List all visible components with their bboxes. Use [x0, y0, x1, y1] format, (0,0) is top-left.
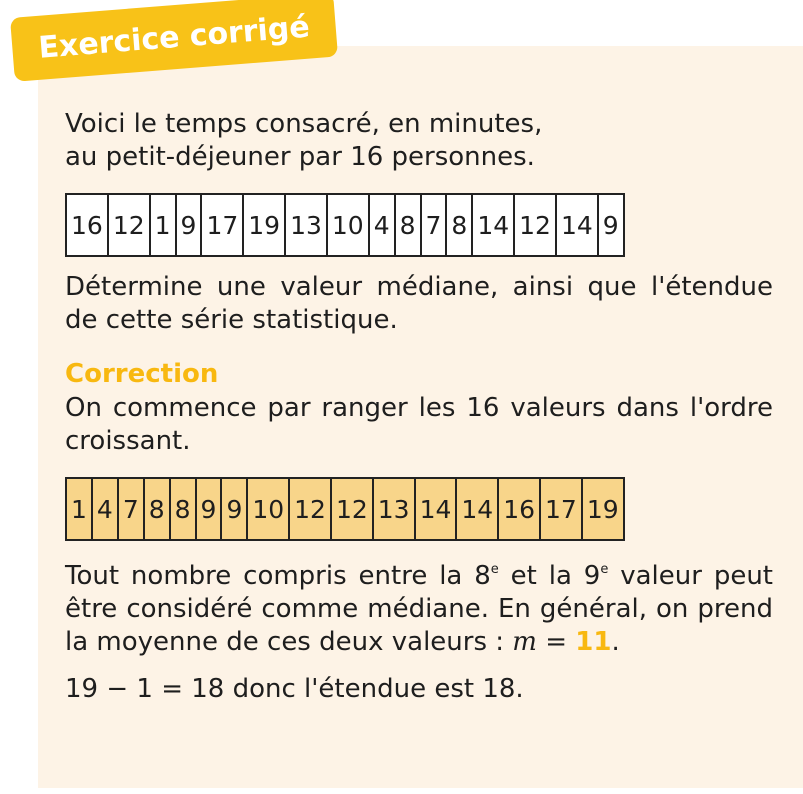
sorted-value-cell: 8 [170, 478, 196, 540]
raw-value-cell: 14 [556, 194, 598, 256]
raw-value-cell: 9 [598, 194, 624, 256]
sorted-value-cell: 7 [118, 478, 144, 540]
median-text-b: et la 9 [498, 561, 601, 591]
raw-value-cell: 12 [514, 194, 556, 256]
intro-line-1: Voici le temps consacré, en minutes, [65, 109, 543, 139]
median-explanation [65, 560, 773, 659]
intro-line-2: au petit-déjeuner par 16 personnes. [65, 142, 535, 172]
sorted-value-cell: 10 [247, 478, 289, 540]
sorted-value-cell: 8 [144, 478, 170, 540]
raw-value-cell: 9 [176, 194, 202, 256]
ordinal-sup-9: e [600, 562, 609, 577]
question-text: Détermine une valeur médiane, ainsi que l'étendue de cette série statistique. [65, 272, 773, 335]
correction-title: Correction [65, 359, 219, 389]
sorted-value-cell: 12 [331, 478, 373, 540]
median-variable: m [512, 627, 537, 657]
raw-value-cell: 7 [421, 194, 447, 256]
median-equals: = [536, 627, 576, 657]
median-end: . [611, 627, 620, 657]
exercise-content [65, 108, 773, 706]
sorted-values-row [66, 478, 624, 540]
sorted-value-cell: 14 [415, 478, 457, 540]
range-result: 19 − 1 = 18 donc l'étendue est 18. [65, 674, 524, 704]
raw-value-cell: 17 [201, 194, 243, 256]
sorted-value-cell: 14 [456, 478, 498, 540]
raw-value-cell: 10 [327, 194, 369, 256]
raw-values-row [66, 194, 624, 256]
raw-value-cell: 13 [285, 194, 327, 256]
median-result: 11 [575, 627, 612, 657]
raw-value-cell: 1 [150, 194, 176, 256]
raw-value-cell: 12 [108, 194, 150, 256]
raw-value-cell: 8 [395, 194, 421, 256]
sorted-value-cell: 9 [221, 478, 247, 540]
exercise-tag-label: Exercice corrigé [37, 9, 311, 66]
sorted-value-cell: 9 [196, 478, 222, 540]
sorted-value-cell: 16 [498, 478, 540, 540]
sorted-value-cell: 1 [66, 478, 92, 540]
median-text-c: valeur peut être considéré comme médiane. En général, on prend la moyenne de ces deux valeurs : [65, 561, 773, 657]
sorted-value-cell: 19 [582, 478, 624, 540]
sorted-value-cell: 17 [540, 478, 582, 540]
median-text-a: Tout nombre compris entre la 8 [65, 561, 491, 591]
raw-value-cell: 19 [243, 194, 285, 256]
raw-value-cell: 4 [369, 194, 395, 256]
ordinal-sup-8: e [490, 562, 499, 577]
sorted-value-cell: 4 [92, 478, 118, 540]
sorted-value-cell: 12 [289, 478, 331, 540]
raw-value-cell: 16 [66, 194, 108, 256]
raw-value-cell: 8 [446, 194, 472, 256]
sorted-value-cell: 13 [373, 478, 415, 540]
correction-step1: On commence par ranger les 16 valeurs dans l'ordre croissant. [65, 393, 773, 456]
raw-values-table [65, 193, 625, 257]
raw-value-cell: 14 [472, 194, 514, 256]
sorted-values-table [65, 477, 625, 541]
